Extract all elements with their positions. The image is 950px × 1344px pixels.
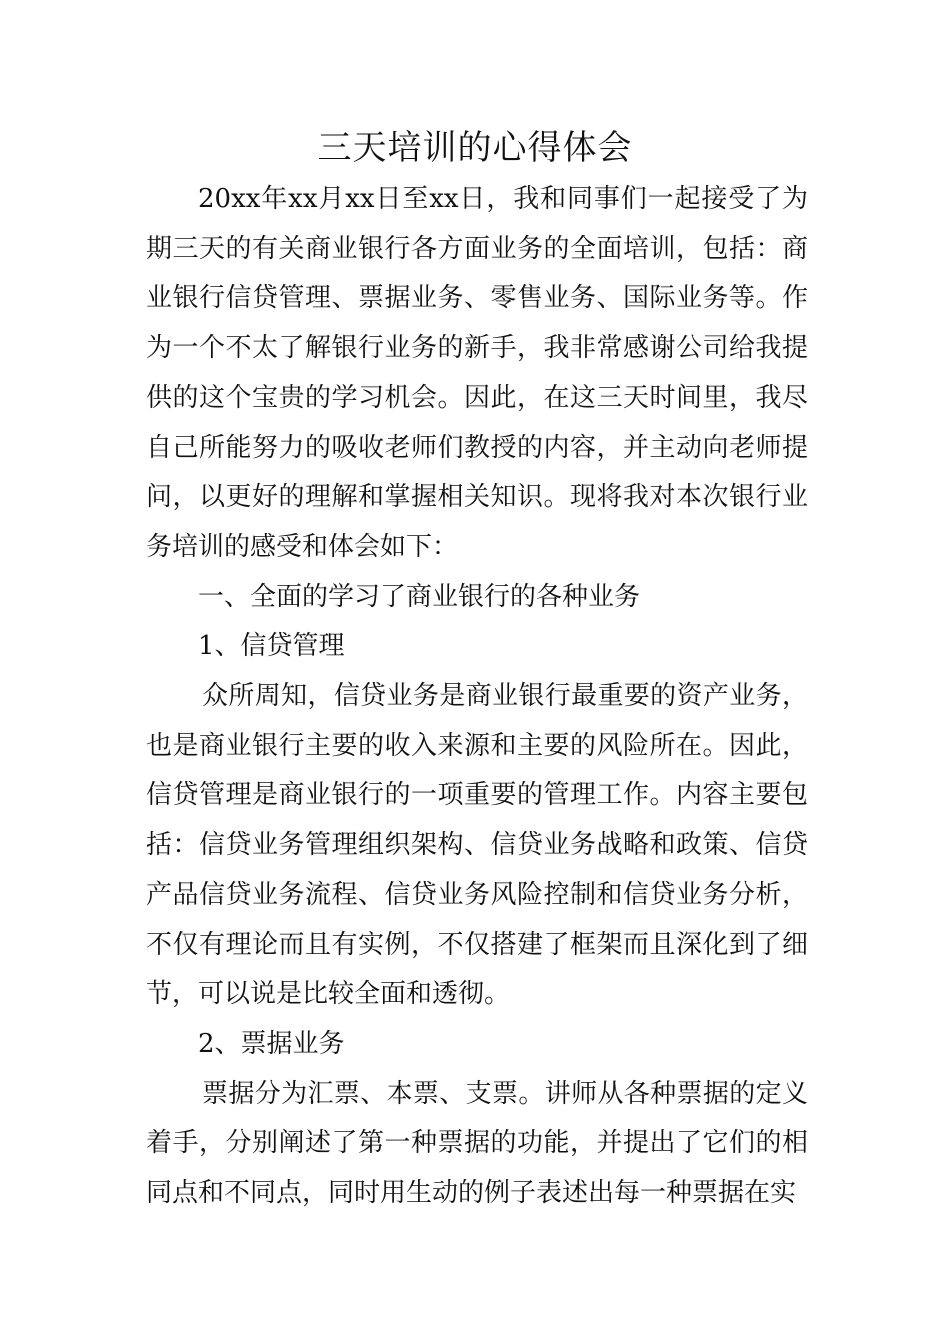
document-body (146, 175, 808, 1219)
subsection-heading-bills: 2、票据业务 (198, 1028, 345, 1059)
paragraph-credit: 众所周知，信贷业务是商业银行最重要的资产业务，也是商业银行主要的收入来源和主要的风险所在。因此，信贷管理是商业银行的一项重要的管理工作。内容主要包括：信贷业务管理组织架构、信贷业务战略和政策、信贷产品信贷业务流程、信贷业务风险控制和信贷业务分析，不仅有理论而且有实例，不仅搭建了框架而且深化到了细节，可以说是比较全面和透彻。 (146, 681, 808, 1010)
section-heading-1: 一、全面的学习了商业银行的各种业务 (198, 581, 641, 612)
document-title: 三天培训的心得体会 (317, 128, 633, 168)
paragraph-bills: 票据分为汇票、本票、支票。讲师从各种票据的定义着手，分别阐述了第一种票据的功能，并提出了它们的相同点和不同点，同时用生动的例子表述出每一种票据在实 (146, 1078, 808, 1209)
paragraph-intro: 20xx年xx月xx日至xx日，我和同事们一起接受了为期三天的有关商业银行各方面业务的全面培训，包括：商业银行信贷管理、票据业务、零售业务、国际业务等。作为一个不太了解银行业务的新手，我非常感谢公司给我提供的这个宝贵的学习机会。因此，在这三天时间里，我尽自己所能努力的吸收老师们教授的内容，并主动向老师提问，以更好的理解和掌握相关知识。现将我对本次银行业务培训的感受和体会如下： (146, 184, 808, 562)
subsection-heading-credit: 1、信贷管理 (198, 631, 345, 662)
